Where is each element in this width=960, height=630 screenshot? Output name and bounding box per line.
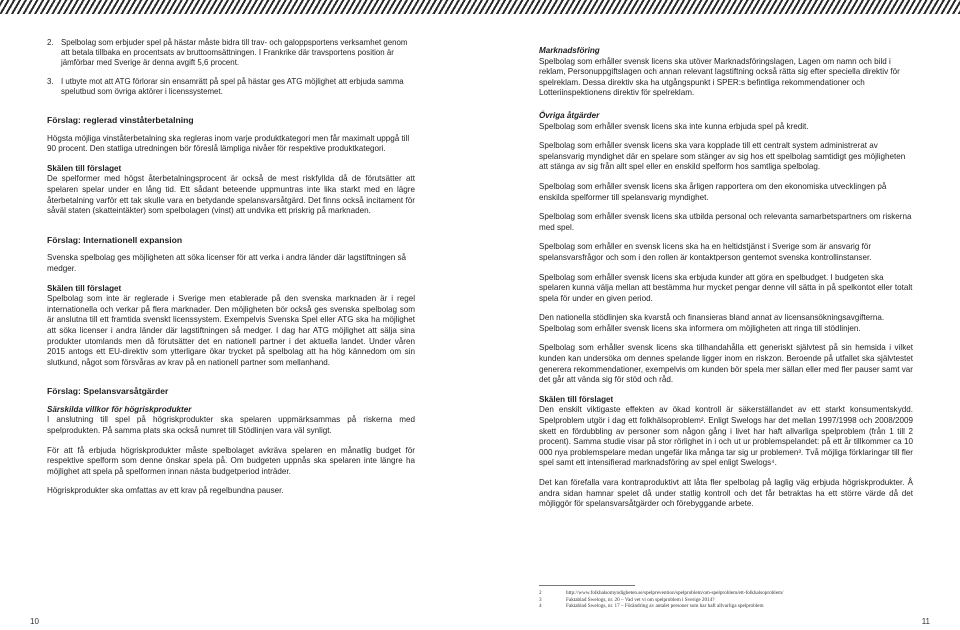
paragraph: Det kan förefalla vara kontraproduktivt att låta fler spelbolag på laglig väg erbjuda högriskprodukter. Å andra sidan hamnar spelet då under statlig kontroll och det får betraktas ha ett större värde då det möjliggör för spelansvarsåtgärder och förebyggande arbete. [539, 478, 913, 509]
list-item [47, 77, 415, 97]
list-item-text: I utbyte mot att ATG förlorar sin ensamrätt på spel på hästar ges ATG möjlighet att erbjuda samma spelutbud som övriga aktörer i licenssystemet. [61, 77, 404, 96]
paragraph: Spelbolag som erhåller svensk licens ska årligen rapportera om den ekonomiska utvecklingen på enskilda spelformer till spelansvarig myndighet. [539, 181, 887, 202]
page-number-right: 11 [921, 617, 930, 626]
list-item-text: Spelbolag som erbjuder spel på hästar måste bidra till trav- och galoppsportens verksamhet genom att betala tillbaka en procentsats av bruttoomsättningen. I Frankrike där travsportens position är jämförbar med Sverige är denna avgift 5,6 procent. [61, 38, 408, 67]
section-heading-spelansvarsatgarder: Förslag: Spelansvarsåtgärder [47, 386, 169, 397]
paragraph: De spelformer med högst återbetalningsprocent är också de mest riskfyllda då de förutsätter att spelaren spelar under en lång tid. Ett sådant beteende uppmuntras inte lika starkt med en lägre återbetalning varför ett tak skulle vara en betydande spelansvarsåtgärd. Det finns också incitament för såväl staten (skatteintäkter) som spelbolagen (vinst) att undvika ett priskrig på marknaden. [47, 174, 415, 216]
paragraph: Högsta möjliga vinståterbetalning ska regleras inom varje produktkategori men får maximalt uppgå till 90 procent. Den statliga utredningen bör föreslå lämpliga nivåer för respektive produktkategori. [47, 133, 410, 154]
subheading-marknadsforing: Marknadsföring [539, 46, 600, 55]
paragraph: Spelbolag som erhåller svensk licens ska utöver Marknadsföringslagen, Lagen om namn och bild i reklam, Personuppgiftslagen och annan relevant lagstiftning också rätta sig efter speciella direktiv för spelreklam. Dessa direktiv ska ha utgångspunkt i SPER:s befintliga rekommendationer och Lotteriinspektionens direktiv för spelreklam. [539, 56, 900, 98]
footnote-number: 3 [539, 596, 542, 603]
paragraph: Spelbolag som erhåller svensk licens ska utbilda personal och relevanta samarbetspartners om riskerna med spel. [539, 212, 912, 232]
subheading-skalen: Skälen till förslaget [47, 283, 122, 293]
footnote [539, 603, 919, 610]
footnote-text: Faktablad Swelogs, nr. 17 – Förändring av antalet personer som har haft allvarliga spelproblem [566, 603, 764, 609]
subheading-skalen: Skälen till förslaget [539, 394, 614, 404]
section-heading-internationell-expansion: Förslag: Internationell expansion [47, 234, 183, 245]
numbered-list [47, 38, 415, 97]
paragraph: Spelbolag som erhåller svensk licens ska tillhandahålla ett generiskt självtest på sin hemsida i vilket kunden kan undersöka om dennes spelande ligger inom en riskzon. Beroende på utfallet ska självtestet generera rekommendationer, exempelvis om kunden bör spela mer sällan eller med fler pauser samt var det går att vända sig för stöd och råd. [539, 343, 913, 385]
paragraph: Spelbolag som erhåller svensk licens ska erbjuda kunder att göra en spelbudget. I budgeten ska spelaren kunna välja mellan att bestämma hur mycket pengar denne vill sätta in på spelkontot eller totalt spela för under en given period. [539, 272, 913, 303]
right-page-column [539, 46, 913, 519]
subheading-skalen: Skälen till förslaget [47, 163, 122, 173]
paragraph: Svenska spelbolag ges möjligheten att söka licenser för att verka i andra länder där lagstiftningen så medger. [47, 253, 407, 273]
footnote-number: 4 [539, 603, 542, 609]
paragraph: Spelbolag som erhåller svensk licens ska vara kopplade till ett centralt system administrerat av spelansvarig myndighet där en spelare som stänger av sig hos ett spelbolag samtidigt ges möjligheten att stänga av sig från allt spel eller en enskild spelform hos samtliga spelbolag. [539, 141, 906, 172]
footnote-link[interactable]: http://www.folkhalsomyndigheten.se/spelprevention/spelproblem/om-spelproblem/ett-folkhalsoproblem/ [566, 590, 784, 596]
decorative-hatched-band [0, 0, 960, 14]
paragraph: Spelbolag som erhåller en svensk licens ska ha en heltidstjänst i Sverige som är ansvarig för spelansvarsfrågor och som i den rollen är kontaktperson gentemot svenska kontrollinstanser. [539, 242, 872, 262]
section-heading-vinstaterbetalning: Förslag: reglerad vinståterbetalning [47, 115, 194, 125]
footnote-text: Faktablad Swelogs, nr. 20 – Vad vet vi om spelproblem i Sverige 2014? [566, 596, 715, 603]
list-item [47, 38, 415, 68]
footnotes [539, 590, 919, 610]
list-item-number: 3. [47, 77, 54, 86]
paragraph: I anslutning till spel på högriskprodukter ska spelaren uppmärksammas på riskerna med spelprodukten. På samma plats ska också numret till Stödlinjen vara väl synligt. [47, 415, 415, 436]
left-page-column [47, 38, 415, 506]
footnote-number: 2 [539, 590, 542, 596]
paragraph: Spelbolag som erhåller svensk licens ska inte kunna erbjuda spel på kredit. [539, 121, 809, 131]
paragraph: Den nationella stödlinjen ska kvarstå och finansieras bland annat av licensansökningsavgifterna. Spelbolag som erhåller svensk licens ska informera om möjligheten att ringa till stödlinjen. [539, 313, 885, 333]
page-number-left: 10 [30, 617, 39, 626]
paragraph: Spelbolag som inte är reglerade i Sverige men etablerade på den svenska marknaden är i regel internationella och verkar på flera marknader. Den möjligheten bör också ges svenska spelbolag som är anslutna till ett framtida svenskt licenssystem. Exempelvis Svenska Spel eller ATG ska ha möjlighet att söka licenser i andra länder där lagstiftningen så medger. I dag har ATG möjlighet att sälja sina produkter utomlands men då förutsätter det en nationell partner i det aktuella landet. Under våren 2015 antogs ett EU-direktiv som ytterligare ökar trycket på spelbolag att ha hög kännedom om sin slutkund, något som försvåras av krav på en nationell partner som mellanhand. [47, 294, 415, 367]
paragraph: För att få erbjuda högriskprodukter måste spelbolaget avkräva spelaren en månatlig budget för respektive spelform som denne önskar spela på. Om budgeten uppnås ska spelaren inte längre ha möjlighet att spela på spelformen innan nästa budgetperiod inträder. [47, 445, 415, 476]
subheading-hogriskprodukter: Särskilda villkor för högriskprodukter [47, 404, 192, 414]
list-item-number: 2. [47, 38, 54, 47]
footnote-divider [539, 585, 635, 586]
paragraph: Högriskprodukter ska omfattas av ett krav på regelbundna pauser. [47, 486, 284, 496]
paragraph: Den enskilt viktigaste effekten av ökad kontroll är säkerställandet av ett starkt konsumentskydd. Spelproblem utgör i dag ett folkhälsoproblem². Enligt Swelogs har det mellan 1997/1998 och 2008/2009 skett en fördubbling av personer som någon gång i livet har haft allvarliga spelproblem (från 1 till 2 procent). Samma studie visar på stor rörlighet in i och ut ur problemspelandet: på ett år tillkommer ca 10 000 nya problemspelare medan ungefär lika många tar sig ur problemen³. Två möjliga förklaringar till fler spel samt ett intensifierad marknadsföring av spel enligt Swelogs⁴. [539, 405, 913, 468]
subheading-ovriga-atgarder: Övriga åtgärder [539, 110, 600, 120]
